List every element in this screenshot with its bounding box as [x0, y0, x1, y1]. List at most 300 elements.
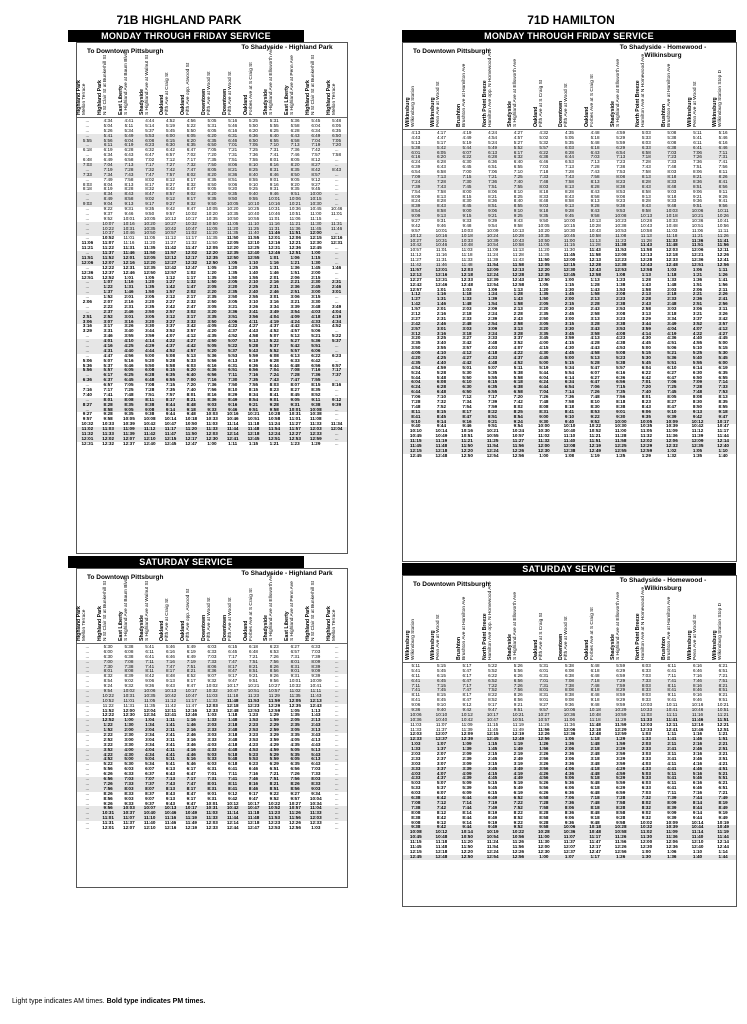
direction-to-downtown: To Downtown Pittsburgh — [87, 574, 164, 581]
time-cell: 9:25 — [513, 213, 523, 219]
column-header-text — [306, 581, 316, 641]
time-cell: 5:34 — [564, 364, 575, 370]
time-cell: 6:23 — [269, 644, 279, 649]
time-cell: 11:00 — [310, 210, 322, 216]
time-cell: 7:06 — [590, 384, 600, 390]
column-header-text — [223, 71, 233, 115]
time-cell: 3:37 — [513, 335, 523, 341]
time-cell: 1:46 — [269, 269, 279, 275]
time-cell: 10:05 — [640, 418, 653, 424]
time-cell: 5:44 — [462, 144, 472, 150]
direction-to-downtown: To Downtown Pittsburgh — [413, 581, 490, 588]
time-cell: 1:57 — [411, 306, 421, 312]
time-cell: 3:13 — [590, 315, 600, 321]
time-cell: 7:03 — [590, 154, 600, 160]
time-cell: 7:49 — [103, 176, 113, 182]
time-cell: 8:35 — [124, 401, 134, 407]
time-cell: 7:21 — [249, 653, 258, 659]
time-cell: 8:22 — [488, 408, 498, 414]
time-cell: 7:54 — [462, 403, 472, 409]
time-cell: 5:57 — [290, 347, 300, 353]
time-cell: 12:05 — [143, 254, 156, 260]
time-cell: 5:48 — [590, 663, 600, 668]
time-cell: 11:46 — [268, 230, 281, 236]
time-cell: 9:37 — [103, 210, 113, 216]
time-cell: 1:59 — [269, 717, 279, 723]
time-cell: 9:03 — [82, 201, 92, 207]
time-cell: 1:00 — [564, 276, 575, 282]
time-cell: ... — [334, 776, 339, 782]
time-cell: 8:27 — [165, 181, 175, 187]
stop-name: Wilkinsburg — [430, 97, 437, 127]
time-cell: 7:51 — [249, 658, 258, 664]
direction-row — [403, 576, 736, 598]
time-cell: 3:46 — [186, 741, 196, 747]
time-cell: 2:18 — [228, 722, 238, 728]
time-cell: 12:19 — [185, 824, 198, 830]
time-cell: 3:15 — [311, 294, 321, 300]
time-cell: 12:01 — [435, 266, 448, 272]
time-cell: ... — [334, 717, 339, 723]
stop-name: Oakland — [242, 620, 249, 641]
time-cell: 7:24 — [269, 372, 279, 378]
time-cell: 12:35 — [206, 254, 218, 260]
time-cell: 7:55 — [311, 377, 321, 383]
column-header-text — [688, 615, 698, 660]
time-cell: 6:24 — [411, 159, 421, 165]
time-cell: 9:22 — [590, 413, 600, 419]
time-cell: 12:26 — [289, 820, 301, 826]
time-cell: 8:16 — [248, 780, 259, 786]
time-cell: 9:01 — [269, 176, 279, 182]
time-cell: 7:20 — [513, 394, 523, 400]
time-cell: 5:13 — [590, 354, 600, 360]
time-cell: 9:51 — [248, 406, 259, 412]
timetable-body — [403, 664, 736, 860]
time-cell: 8:10 — [228, 386, 238, 392]
time-cell: 12:08 — [614, 252, 627, 258]
time-cell: 8:44 — [462, 814, 472, 820]
column-header — [531, 65, 557, 129]
time-cell: 5:40 — [692, 354, 703, 360]
time-cell: 6:16 — [718, 139, 728, 145]
time-cell: 8:03 — [311, 776, 321, 782]
time-cell: 7:26 — [269, 653, 279, 659]
time-cell: 8:29 — [228, 391, 238, 397]
time-cell: 6:07 — [145, 766, 155, 772]
time-cell: 8:21 — [718, 682, 728, 688]
time-cell: 4:51 — [718, 765, 728, 771]
time-cell: 8:20 — [207, 171, 217, 177]
time-cell: 6:57 — [290, 648, 300, 654]
time-cell: 10:58 — [614, 829, 627, 835]
time-cell: 6:43 — [165, 771, 176, 777]
time-cell: 7:00 — [103, 658, 113, 664]
time-cell: 7:11 — [228, 372, 238, 378]
time-cell: 10:21 — [289, 201, 301, 207]
time-cell: 2:31 — [436, 315, 447, 321]
time-cell: 6:55 — [165, 377, 176, 383]
time-cell: 7:41 — [718, 159, 728, 165]
time-cell: 8:37 — [145, 790, 155, 796]
time-cell: 12:41 — [666, 726, 678, 732]
time-cell: ... — [85, 347, 90, 353]
time-cell: 2:29 — [269, 722, 279, 728]
stop-name: Shadyside — [609, 101, 616, 127]
time-cell: 5:54 — [564, 369, 575, 375]
column-header-text — [406, 619, 416, 660]
time-cell: 5:56 — [103, 137, 113, 143]
time-cell: 8:06 — [228, 162, 238, 168]
time-cell: 10:28 — [268, 411, 281, 417]
time-cell: 7:08 — [124, 658, 134, 664]
time-cell: 6:44 — [411, 389, 421, 395]
direction-outbound: To Shadyside - Highland Park — [241, 44, 333, 51]
time-cell: 1:11 — [718, 266, 728, 272]
time-cell: 1:43 — [590, 286, 600, 292]
time-cell: 11:21 — [691, 232, 704, 238]
time-cell: 7:32 — [641, 795, 651, 801]
time-cell: 8:47 — [228, 668, 238, 674]
time-cell: 3:17 — [186, 313, 196, 319]
time-cell: 3:20 — [539, 325, 549, 331]
time-cell: 12:20 — [226, 245, 239, 251]
time-cell: 3:59 — [145, 333, 155, 339]
table-row — [403, 855, 736, 860]
time-cell: 4:33 — [311, 318, 321, 324]
column-header-text — [244, 62, 254, 115]
time-cell: 8:01 — [539, 687, 549, 693]
time-cell: 4:24 — [488, 130, 498, 135]
time-cell: 7:33 — [82, 171, 92, 177]
time-cell: 10:31 — [435, 237, 448, 243]
time-cell: 6:22 — [539, 149, 549, 155]
time-cell: 7:30 — [103, 663, 113, 669]
time-cell: 10:25 — [247, 206, 260, 212]
time-cell: 7:04 — [269, 367, 279, 373]
time-cell: 6:36 — [564, 790, 575, 796]
time-cell: 7:58 — [590, 174, 600, 180]
time-cell: ... — [85, 382, 90, 388]
time-cell: 11:03 — [640, 711, 652, 717]
time-cell: 10:19 — [717, 819, 729, 825]
time-cell: 7:56 — [513, 687, 523, 693]
time-cell: 2:39 — [488, 315, 498, 321]
time-cell: 5:11 — [411, 663, 421, 668]
time-cell: 4:45 — [488, 775, 498, 781]
time-cell: 7:22 — [488, 682, 498, 688]
time-cell: 10:48 — [589, 711, 601, 717]
time-cell: 5:22 — [186, 122, 196, 128]
time-cell: 1:08 — [616, 271, 626, 277]
time-cell: 8:28 — [436, 198, 446, 204]
time-cell: ... — [85, 206, 90, 212]
time-cell: 11:23 — [615, 237, 627, 243]
time-cell: ... — [334, 795, 339, 801]
time-cell: 3:42 — [462, 340, 472, 346]
time-cell: 4:12 — [462, 350, 472, 356]
time-cell: ... — [334, 181, 339, 187]
time-cell: ... — [334, 431, 339, 436]
column-header-text — [119, 52, 129, 115]
time-cell: 7:04 — [539, 389, 549, 395]
time-cell: 12:16 — [435, 271, 448, 277]
time-cell: 10:02 — [185, 210, 197, 216]
time-cell: 7:30 — [462, 178, 472, 184]
time-cell: 8:03 — [269, 382, 279, 388]
time-cell: 3:09 — [488, 325, 498, 331]
column-header — [403, 598, 429, 662]
time-cell: 3:29 — [82, 328, 92, 334]
time-cell: 2:11 — [718, 286, 728, 292]
time-cell: 1:35 — [692, 452, 703, 458]
time-cell: 10:27 — [289, 800, 301, 806]
time-cell: 7:28 — [436, 178, 446, 184]
time-cell: 1:00 — [207, 440, 217, 446]
time-cell: 5:41 — [693, 134, 702, 140]
time-cell: 11:18 — [666, 232, 678, 238]
time-cell: 1:15 — [488, 741, 498, 747]
time-cell: 6:42 — [311, 357, 321, 363]
time-cell: 11:43 — [310, 692, 322, 698]
time-cell: 10:14 — [435, 428, 448, 434]
time-cell: 11:46 — [164, 820, 177, 826]
time-cell: 1:01 — [269, 254, 279, 260]
time-cell: 6:11 — [667, 780, 677, 786]
time-cell: 7:34 — [103, 171, 113, 177]
time-cell: 10:10 — [409, 428, 422, 434]
time-cell: 6:15 — [436, 672, 446, 678]
time-cell: 7:04 — [311, 137, 321, 143]
time-cell: 3:23 — [616, 315, 626, 321]
time-cell: 7:47 — [228, 658, 238, 664]
stop-detail: Brushton Ave at Hamilton Ave — [462, 596, 468, 660]
time-cell: 1:30 — [311, 259, 321, 265]
time-cell: 4:01 — [103, 338, 113, 344]
time-cell: 12:38 — [614, 262, 627, 268]
time-cell: 12:15 — [309, 235, 322, 241]
time-cell: 11:48 — [666, 242, 678, 248]
time-cell: 8:36 — [207, 396, 217, 402]
time-cell: ... — [334, 648, 339, 654]
time-cell: 10:13 — [589, 218, 601, 224]
time-cell: 1:17 — [186, 274, 196, 280]
time-cell: 2:41 — [718, 296, 728, 302]
time-cell: 8:41 — [411, 413, 421, 419]
time-cell: 3:05 — [290, 727, 300, 733]
time-cell: 7:05 — [249, 142, 258, 148]
time-cell: 8:48 — [186, 401, 196, 407]
time-cell: 11:18 — [227, 692, 239, 698]
time-cell: 9:17 — [228, 673, 238, 679]
time-cell: 9:03 — [124, 795, 134, 801]
time-cell: 4:54 — [488, 134, 498, 140]
time-cell: 4:43 — [311, 741, 321, 747]
stop-detail: S Highland Ave at Ellsworth Ave — [513, 58, 519, 127]
time-cell: 3:46 — [103, 333, 113, 339]
time-cell: 1:31 — [436, 296, 447, 302]
time-cell: 10:58 — [512, 242, 524, 248]
time-cell: 9:24 — [103, 683, 113, 689]
time-cell: 1:58 — [513, 301, 523, 307]
time-cell: 7:01 — [228, 142, 238, 148]
time-cell: 6:11 — [411, 672, 421, 678]
time-cell: 10:18 — [589, 824, 601, 830]
time-cell: 4:05 — [411, 350, 421, 356]
time-cell: 7:35 — [207, 157, 217, 163]
time-cell: 3:37 — [165, 323, 176, 329]
time-cell: 12:23 — [247, 702, 260, 708]
time-cell: 7:28 — [641, 159, 651, 165]
time-cell: 6:56 — [290, 766, 300, 772]
time-cell: 1:50 — [539, 296, 549, 302]
time-cell: 3:26 — [248, 303, 259, 309]
time-cell: ... — [334, 805, 339, 811]
time-cell: 7:52 — [513, 804, 523, 810]
time-cell: 4:35 — [564, 130, 574, 135]
table-row — [403, 454, 736, 459]
time-cell: 5:19 — [513, 780, 523, 786]
column-header-text — [611, 59, 621, 127]
stop-detail: Penn Ave at Wood St — [436, 614, 442, 660]
time-cell: 11:02 — [185, 230, 197, 236]
time-cell: 7:34 — [462, 398, 472, 404]
time-cell: ... — [334, 736, 339, 742]
time-cell: 5:35 — [564, 139, 574, 145]
time-cell: 11:17 — [717, 428, 729, 434]
time-cell: 5:59 — [269, 756, 279, 762]
time-cell: 6:29 — [616, 667, 626, 673]
time-cell: 8:27 — [311, 162, 321, 168]
time-cell: 12:09 — [461, 731, 473, 737]
time-cell: 7:08 — [290, 367, 300, 373]
time-cell: 9:10 — [411, 418, 421, 424]
time-cell: 11:35 — [144, 702, 156, 708]
time-cell: 8:17 — [186, 176, 196, 182]
time-cell: ... — [334, 215, 339, 221]
time-cell: 10:30 — [310, 201, 322, 207]
time-cell: 8:51 — [228, 176, 238, 182]
time-cell: 1:22 — [103, 284, 113, 290]
time-cell: 4:00 — [124, 746, 134, 752]
time-cell: 2:15 — [488, 751, 498, 757]
time-cell: ... — [334, 440, 339, 446]
time-cell: 12:36 — [81, 269, 94, 275]
time-cell: 7:38 — [616, 164, 626, 170]
time-cell: 2:26 — [718, 291, 728, 297]
time-cell: 3:59 — [641, 325, 651, 331]
stop-detail: Fifth Ave at Wood St — [227, 71, 233, 115]
time-cell: 10:42 — [226, 805, 239, 811]
time-cell: 1:08 — [564, 452, 575, 458]
time-cell: 2:05 — [145, 294, 155, 300]
time-cell: 6:58 — [641, 149, 651, 155]
time-cell: 5:06 — [667, 345, 677, 351]
time-cell: 9:47 — [228, 678, 238, 684]
time-cell: 3:13 — [513, 325, 523, 331]
time-cell: ... — [85, 166, 90, 172]
time-cell: 11:16 — [691, 711, 704, 717]
time-cell: 6:28 — [124, 147, 134, 153]
stop-name: North Point Breeze — [481, 613, 488, 660]
time-cell: 11:42 — [164, 702, 177, 708]
time-cell: 3:03 — [462, 325, 472, 331]
stop-name: Downtown — [200, 88, 207, 115]
time-cell: 10:22 — [102, 692, 114, 698]
time-cell: 8:40 — [249, 171, 258, 177]
time-cell: 12:56 — [717, 262, 729, 268]
time-cell: 9:51 — [718, 697, 728, 703]
time-cell: 12:58 — [640, 266, 653, 272]
time-cell: 8:10 — [513, 188, 523, 194]
time-cell: 3:26 — [718, 310, 728, 316]
time-cell: 2:49 — [513, 755, 523, 761]
column-header — [138, 581, 160, 643]
time-cell: ... — [334, 722, 339, 728]
time-cell: 9:02 — [145, 196, 155, 202]
time-cell: 5:07 — [103, 357, 113, 363]
time-cell: 9:48 — [590, 819, 600, 825]
time-cell: 1:25 — [616, 452, 626, 458]
time-cell: 5:49 — [124, 132, 134, 138]
time-cell: 3:58 — [590, 330, 600, 336]
time-cell: 8:44 — [165, 401, 176, 407]
time-cell: 5:47 — [590, 364, 600, 370]
time-cell: 5:38 — [564, 663, 574, 668]
time-cell: 7:26 — [513, 682, 523, 688]
stop-name: Brushton — [456, 636, 463, 660]
time-cell: 8:41 — [718, 178, 728, 184]
column-header — [284, 55, 306, 117]
time-cell: 12:50 — [226, 254, 239, 260]
time-cell: 12:54 — [486, 853, 499, 859]
time-cell: ... — [85, 727, 90, 733]
time-cell: 1:13 — [641, 271, 651, 277]
time-cell: 5:42 — [436, 144, 446, 150]
time-cell: 2:35 — [539, 310, 549, 316]
time-cell: 12:48 — [226, 707, 239, 713]
time-cell: ... — [334, 800, 339, 806]
time-cell: ... — [85, 196, 90, 202]
time-cell: 10:13 — [640, 213, 653, 219]
time-cell: 7:09 — [411, 174, 421, 180]
time-cell: 9:57 — [290, 795, 300, 801]
time-cell: 6:29 — [269, 761, 279, 767]
time-cell: 5:35 — [488, 369, 498, 375]
time-cell: 9:43 — [165, 800, 176, 806]
time-cell: 10:15 — [310, 196, 322, 202]
time-cell: 10:37 — [123, 810, 135, 816]
time-cell: 1:18 — [228, 712, 238, 718]
time-cell: 5:26 — [539, 780, 549, 786]
time-cell: 4:52 — [269, 328, 279, 334]
time-cell: 7:17 — [488, 394, 498, 400]
time-cell: 6:23 — [145, 142, 155, 148]
time-cell: 5:47 — [462, 667, 472, 673]
time-cell: 9:56 — [269, 678, 279, 684]
stop-name: Highland Park — [325, 80, 332, 115]
time-cell: 11:17 — [164, 426, 177, 432]
time-cell: 3:06 — [692, 306, 703, 312]
time-cell: 1:36 — [667, 853, 677, 859]
time-cell: 12:50 — [461, 452, 473, 458]
time-cell: 9:12 — [331, 396, 342, 402]
time-cell: 4:11 — [667, 760, 677, 766]
time-cell: 1:21 — [718, 731, 728, 737]
time-cell: 8:47 — [186, 790, 196, 796]
column-header-text — [688, 82, 698, 127]
time-cell: 1:10 — [718, 447, 728, 453]
